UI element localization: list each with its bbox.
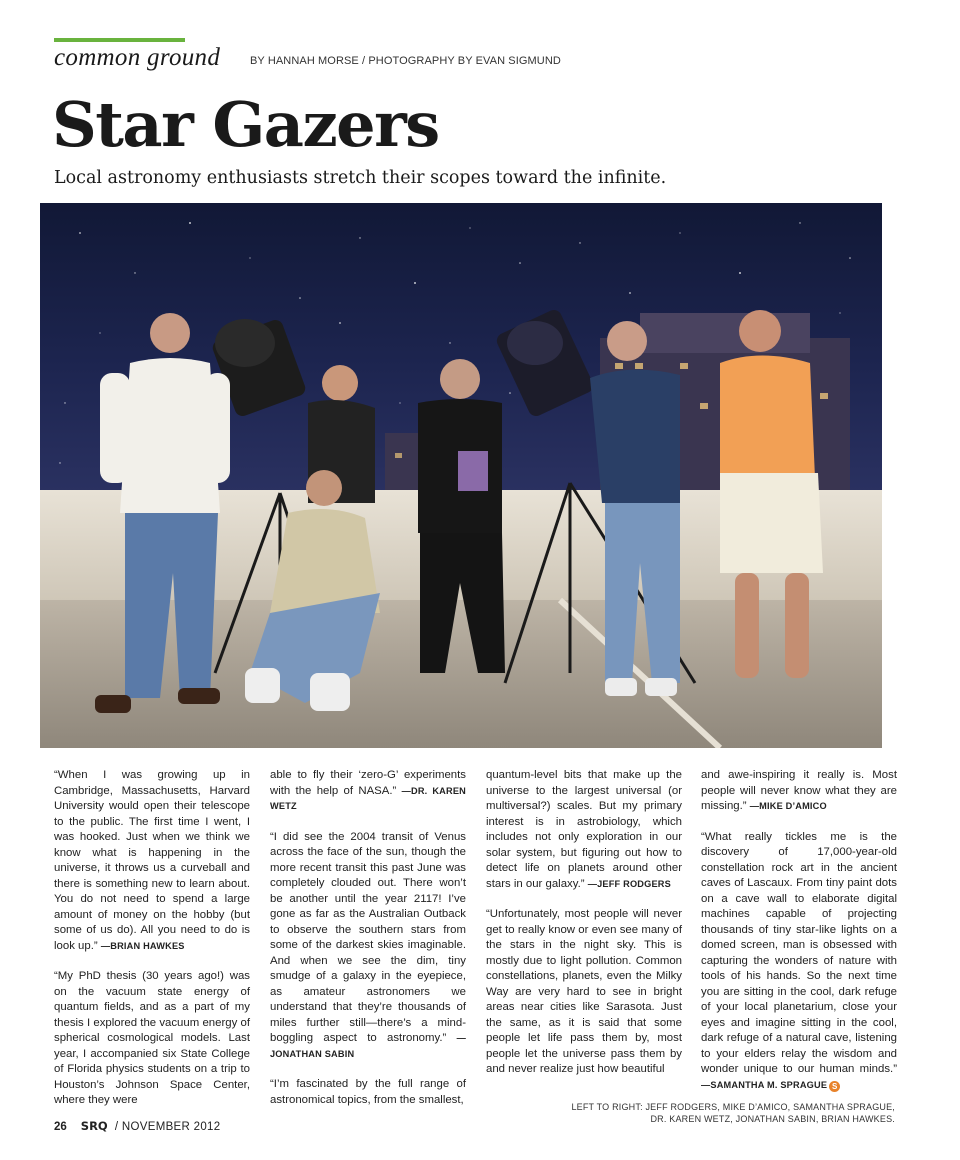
- quote-jeff-rodgers-end: quantum-level bits that make up the universe to the largest universal (or multiversal?) scales. But my primary interest is in astrobiology, which includes not only exploration in our solar system, but figuring out how to detect life on planets around other stars in our galaxy.” —JEFF RODGERS: [486, 769, 682, 890]
- page-number: 26: [54, 1121, 67, 1133]
- issue-date: / NOVEMBER 2012: [114, 1121, 221, 1133]
- quote-signature: —MIKE D’AMICO: [749, 801, 827, 811]
- quote-signature: —BRIAN HAWKES: [100, 940, 185, 951]
- article-deck: Local astronomy enthusiasts stretch their scopes toward the infinite.: [54, 168, 667, 188]
- byline: BY HANNAH MORSE / PHOTOGRAPHY BY EVAN SIGMUND: [250, 55, 561, 67]
- article-column-4: [701, 768, 897, 1108]
- article-column-1: [54, 768, 250, 1124]
- quote-samantha-sprague: “What really tickles me is the discovery of 17,000-year-old constellation rock art in the ancient caves of Lascaux. From tiny paint dots on a cave wall to elaborate digital machines capable of projecting thousands of tiny star-like lights on a domed screen, man is obsessed with capturing the wonders of nature with tools of his hands. So the next time you are sitting in the cool, dark refuge of your local planetarium, close your eyes and imagine sitting in the cool, dark refuge of a natural cave, listening to your elders relay the wisdom and wonder unique to our human minds.” —SAMANTHA M. SPRAGUE S: [701, 830, 897, 1091]
- article-column-2: [270, 768, 466, 1123]
- article-title: Star Gazers: [52, 88, 439, 161]
- magazine-name: SRQ: [80, 1119, 108, 1133]
- end-mark-icon: S: [829, 1081, 840, 1092]
- page-footer: [54, 1119, 220, 1133]
- quote-signature: —SAMANTHA M. SPRAGUE: [701, 1079, 828, 1090]
- quote-karen-wetz-end: able to fly their ‘zero-G’ experiments with the help of NASA.” —DR. KAREN WETZ: [270, 769, 466, 811]
- quote-signature: —JEFF RODGERS: [587, 878, 671, 889]
- quote-brian-hawkes: “When I was growing up in Cambridge, Massachusetts, Harvard University would open their telescope to the public. The first time I went, I was hooked. Just when we think we know what is happening in the universe, it throws us a curveball and there is something new to learn about. You do not need to spend a large amount of money on the hobby (but some of us do). All you need to do is look up.” —BRIAN HAWKES: [54, 769, 250, 952]
- quote-jeff-rodgers-start: “I’m fascinated by the full range of astronomical topics, from the smallest,: [270, 1078, 466, 1106]
- article-column-3: [486, 768, 682, 1093]
- quote-karen-wetz-start: “My PhD thesis (30 years ago!) was on the vacuum state energy of quantum fields, and as a part of my thesis I explored the vacuum energy of spherical cosmological models. Last year, I accompanied six State College of Florida physics students on a trip to Houston’s Johnson Space Center, where they were: [54, 970, 250, 1106]
- quote-signature: —JONATHAN SABIN: [270, 1033, 466, 1059]
- quote-jonathan-sabin: “I did see the 2004 transit of Venus across the face of the sun, though the more recent transit this past June was completely clouded out. There won’t be another until the year 2117! I’ve gone as far as the Australian Outback to observe the southern stars from some of the darkest skies imaginable. And when we see the dim, tiny smudge of a galaxy in the eyepiece, as amateur astronomers we understand that they’re thousands of miles further still—there’s a mind-boggling aspect to astronomy.” —JONATHAN SABIN: [270, 830, 466, 1059]
- section-label: common ground: [54, 44, 221, 71]
- section-accent-rule: [54, 38, 185, 42]
- group-photo: [40, 203, 882, 748]
- quote-signature: —DR. KAREN WETZ: [270, 785, 466, 811]
- quote-mike-damico-end: and awe-inspiring it really is. Most people will never know what they are missing.” —MIKE D’AMICO: [701, 769, 897, 812]
- quote-mike-damico-start: “Unfortunately, most people will never get to really know or even see many of the stars in the night sky. This is mostly due to light pollution. Common constellations, planets, even the Milky Way are very hard to see in bright areas near cities like Sarasota. Just the same, as it is said that some people let life pass them by, most people let the universe pass them by and never realize just how beautiful: [486, 908, 682, 1075]
- photo-caption: LEFT TO RIGHT: JEFF RODGERS, MIKE D’AMICO, SAMANTHA SPRAGUE, DR. KAREN WETZ, JONATHAN SABIN, BRIAN HAWKES.: [571, 1102, 895, 1124]
